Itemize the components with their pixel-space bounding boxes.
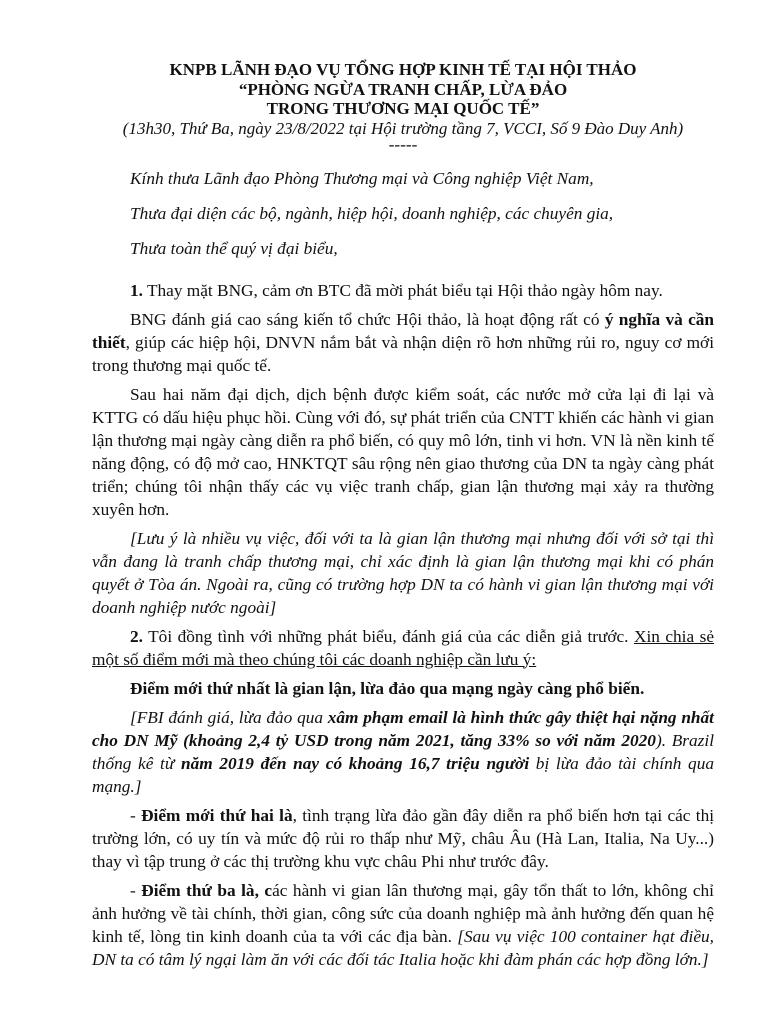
emphasis-text: Điểm mới thứ hai là xyxy=(141,805,293,825)
paragraph-text: Tôi đồng tình với những phát biểu, đánh giá của các diễn giả trước. xyxy=(142,626,634,646)
dash: - xyxy=(130,880,142,900)
paragraph-text: BNG đánh giá cao sáng kiến tổ chức Hội thảo, là hoạt động rất có xyxy=(130,309,605,329)
document-body xyxy=(92,279,714,971)
paragraph-text: ác hành vi gian lân thương mại, gây tổn thất to lớn, không chỉ ảnh hưởng về tài chính, thời gian, công sức của doanh nghiệp mà ảnh hưởng đến quan hệ kinh tế, lòng tin kinh doanh của ta với các địa bàn. xyxy=(92,880,714,946)
paragraph-2 xyxy=(92,308,714,377)
title-line-1: KNPB LÃNH ĐẠO VỤ TỔNG HỢP KINH TẾ TẠI HỘI THẢO xyxy=(169,60,637,79)
paragraph-5 xyxy=(92,625,714,671)
underlined-text: Xin chia sẻ một số điểm mới mà theo chúng tôi các doanh nghiệp cần lưu ý: xyxy=(92,626,714,669)
greeting-line: Kính thưa Lãnh đạo Phòng Thương mại và Công nghiệp Việt Nam, xyxy=(130,168,594,188)
paragraph-text: Thay mặt BNG, cảm ơn BTC đã mời phát biểu tại Hội thảo ngày hôm nay. xyxy=(142,280,663,300)
emphasis-text: Điểm thứ ba là, c xyxy=(141,880,273,900)
paragraph-text: ). Brazil thống kê từ xyxy=(92,730,715,773)
emphasis-text: ý nghĩa và cần thiết xyxy=(92,309,714,352)
section-number: 2. xyxy=(130,626,143,646)
paragraph-fbi-note xyxy=(92,706,714,798)
greeting-line: Thưa toàn thể quý vị đại biểu, xyxy=(130,238,338,258)
paragraph-text: , tình trạng lừa đảo gần đây diễn ra phổ biến hơn tại các thị trường lớn, có uy tín và mức độ rủi ro thấp như Mỹ, châu Âu (Hà Lan, Italia, Na Uy...) thay vì tập trung ở các thị trường khu vực châu Phi như trước đây. xyxy=(92,805,715,871)
section-number: 1. xyxy=(130,280,143,300)
point-one-heading: Điểm mới thứ nhất là gian lận, lừa đảo qua mạng ngày càng phổ biến. xyxy=(130,678,645,698)
paragraph-text: [FBI đánh giá, lừa đảo qua xyxy=(130,707,328,727)
separator: ----- xyxy=(388,134,418,154)
greetings xyxy=(130,167,714,260)
document-title xyxy=(92,60,714,119)
greeting-line: Thưa đại diện các bộ, ngành, hiệp hội, doanh nghiệp, các chuyên gia, xyxy=(130,203,614,223)
paragraph-1 xyxy=(92,279,714,302)
paragraph-point-three xyxy=(92,879,714,971)
emphasis-text: xâm phạm email là hình thức gây thiệt hại nặng nhất cho DN Mỹ (khoảng 2,4 tỷ USD trong năm 2021, tăng 33% so với năm 2020 xyxy=(92,707,714,750)
paragraph-point-two xyxy=(92,804,714,873)
title-line-3: TRONG THƯƠNG MẠI QUỐC TẾ” xyxy=(266,99,540,118)
emphasis-text: năm 2019 đến nay có khoảng 16,7 triệu người xyxy=(180,753,530,773)
event-info: (13h30, Thứ Ba, ngày 23/8/2022 tại Hội trường tầng 7, VCCI, Số 9 Đào Duy Anh) xyxy=(122,118,684,138)
dash: - xyxy=(130,805,142,825)
title-line-2: “PHÒNG NGỪA TRANH CHẤP, LỪA ĐẢO xyxy=(238,79,568,99)
italic-note: [Sau vụ việc 100 container hạt điều, DN ta có tâm lý ngại làm ăn với các đối tác Italia hoặc khi đàm phán các hợp đồng lớn.] xyxy=(92,926,714,969)
paragraph-3: Sau hai năm đại dịch, dịch bệnh được kiểm soát, các nước mở cửa lại đi lại và KTTG có dấu hiệu phục hồi. Cùng với đó, sự phát triển của CNTT khiến các hành vi gian lận thương mại ngày càng diễn ra phổ biến, có quy mô lớn, tinh vi hơn. VN là nền kinh tế năng động, có độ mở cao, HNKTQT sâu rộng nên giao thương của DN ta ngày càng phát triển; chúng tôi nhận thấy các vụ việc tranh chấp, gian lận thương mại xảy ra thường xuyên hơn. xyxy=(92,384,714,519)
paragraph-note: [Lưu ý là nhiều vụ việc, đối với ta là gian lận thương mại nhưng đối với sở tại thì vẫn đang là tranh chấp thương mại, chỉ xác định là gian lận thương mại khi có phán quyết ở Tòa án. Ngoài ra, cũng có trường hợp DN ta có hành vi gian lận thương mại với doanh nghiệp nước ngoài] xyxy=(92,528,714,617)
paragraph-text: bị lừa đảo tài chính qua mạng.] xyxy=(92,753,714,796)
paragraph-text: , giúp các hiệp hội, DNVN nắm bắt và nhận diện rõ hơn những rủi ro, nguy cơ mới trong thương mại quốc tế. xyxy=(92,332,714,375)
